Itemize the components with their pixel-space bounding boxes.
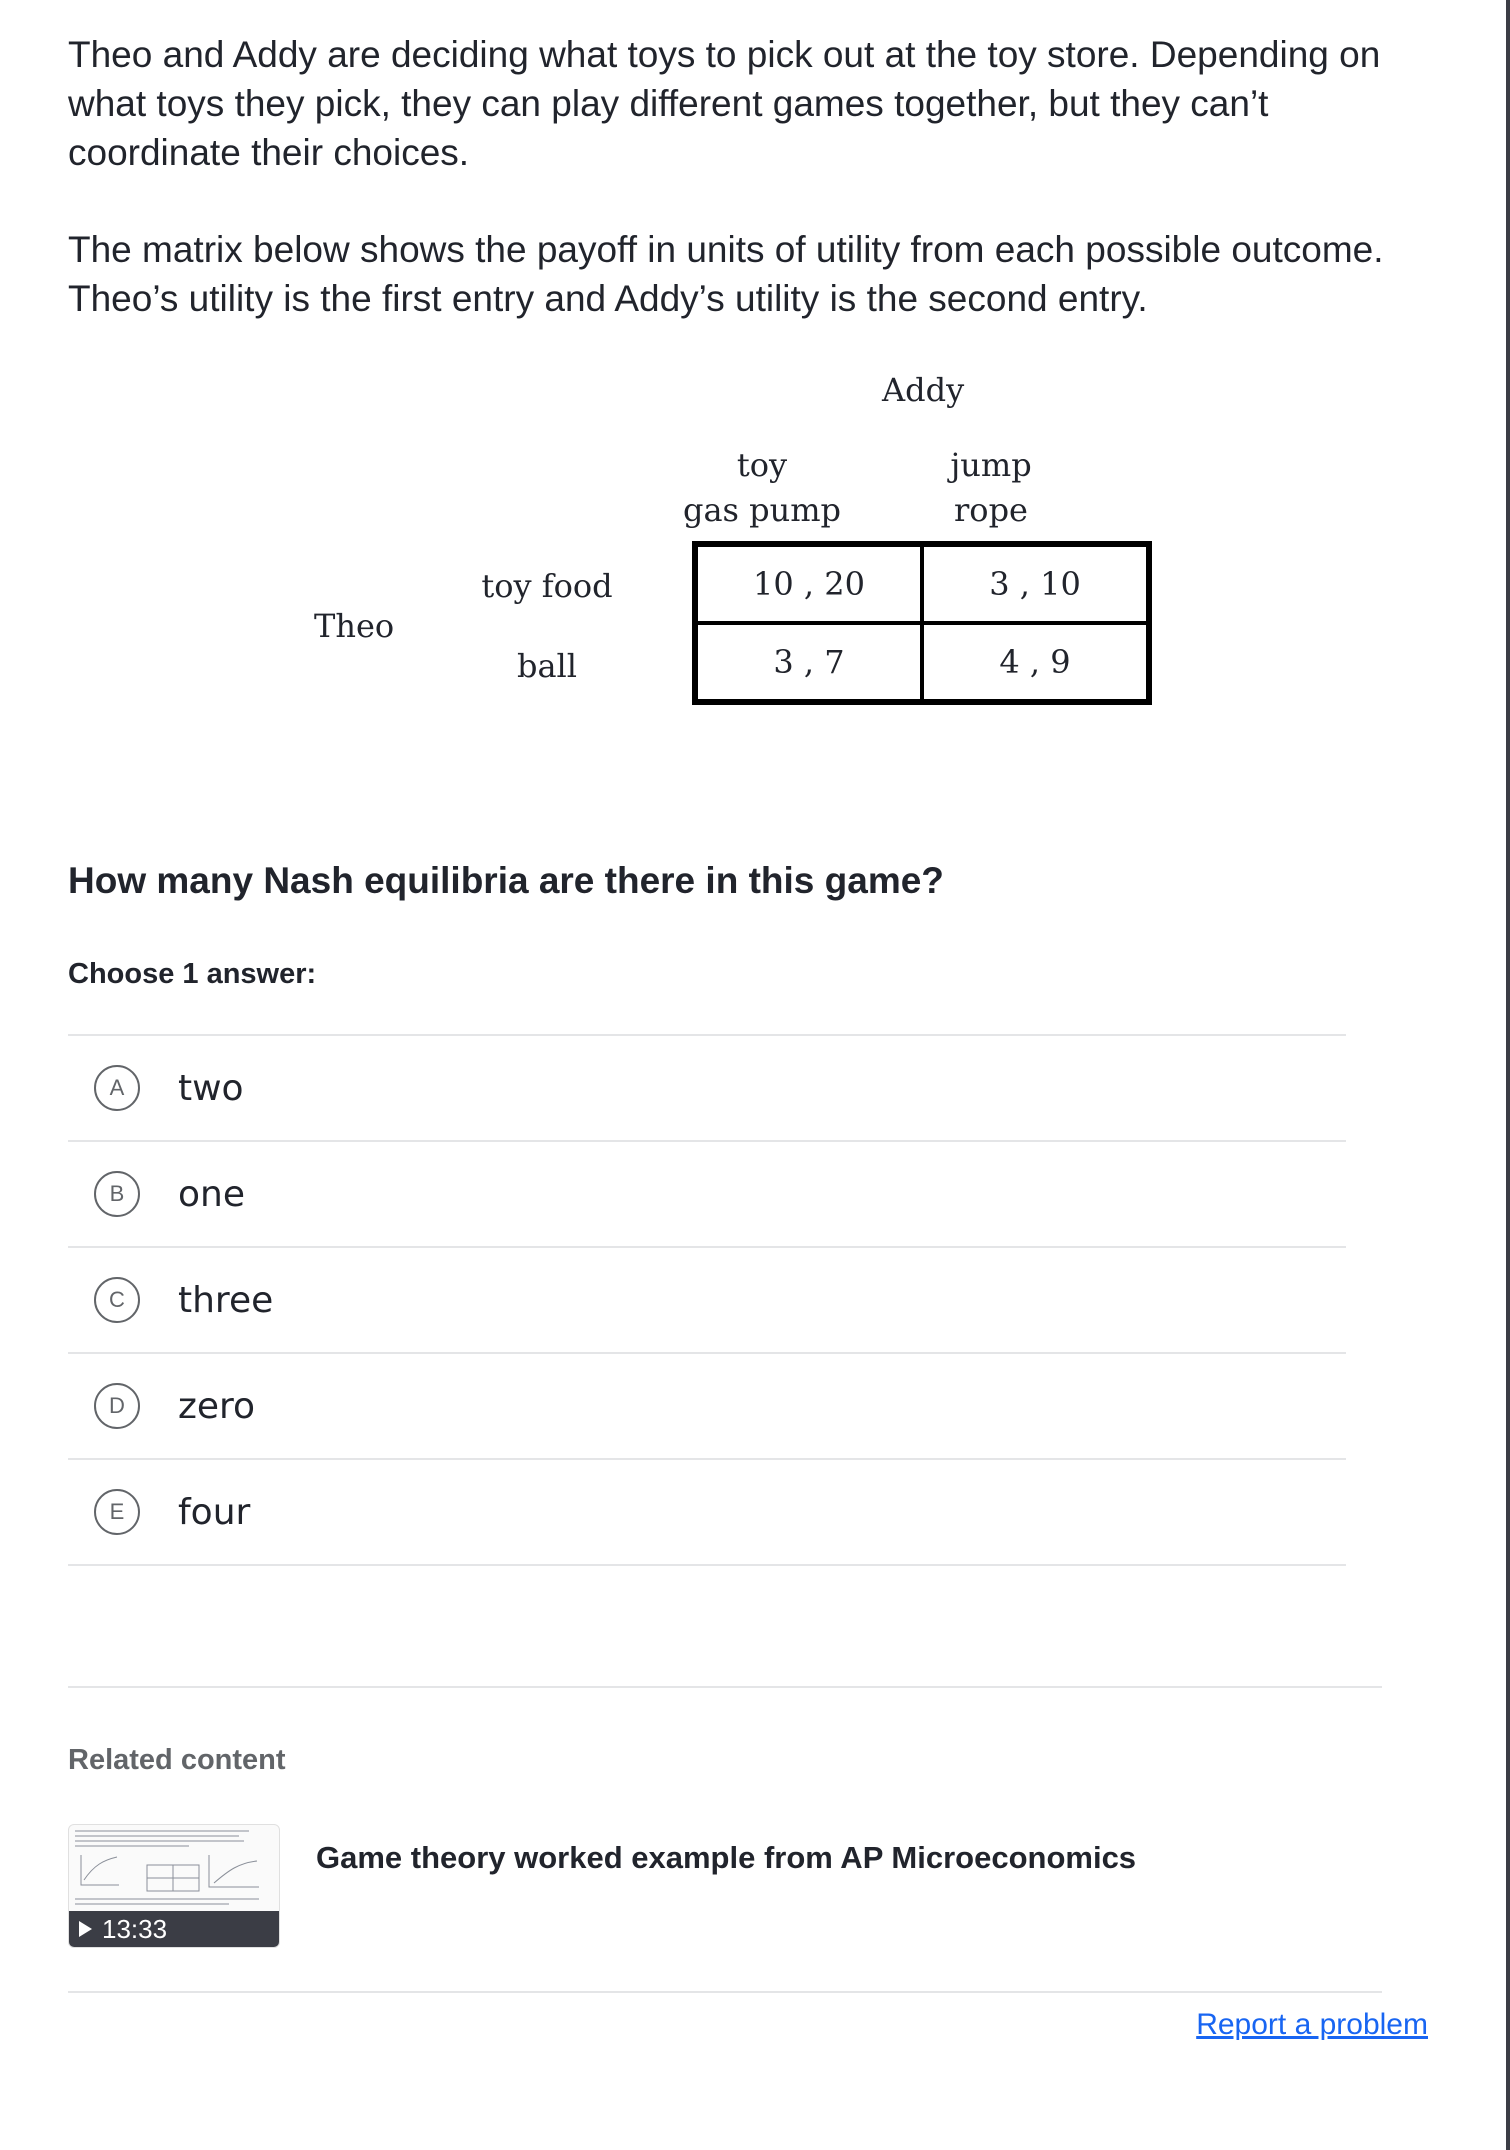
section-divider bbox=[68, 1686, 1382, 1688]
choose-label: Choose 1 answer: bbox=[68, 958, 317, 990]
choice-text: zero bbox=[178, 1385, 256, 1427]
answer-choices bbox=[68, 1034, 1346, 1566]
window-edge bbox=[1506, 0, 1510, 2150]
column-header-line: jump bbox=[950, 446, 1032, 484]
video-thumbnail-icon[interactable] bbox=[68, 1824, 280, 1948]
payoff-cell: 3 , 7 bbox=[696, 623, 922, 701]
choice-letter-d: D bbox=[94, 1383, 140, 1429]
column-header-line: rope bbox=[954, 491, 1028, 529]
row-header-toy-food: toy food bbox=[481, 567, 613, 605]
answer-choice-c[interactable] bbox=[68, 1248, 1346, 1354]
column-header-line: gas pump bbox=[682, 491, 842, 529]
exercise-content bbox=[68, 30, 1388, 1944]
choice-letter-a: A bbox=[94, 1065, 140, 1111]
payoff-grid bbox=[692, 541, 1152, 705]
choice-text: four bbox=[178, 1491, 251, 1533]
problem-paragraph-2: The matrix below shows the payoff in units of utility from each possible outcome. Theo’s utility is the first entry and Addy’s utility is the second entry. bbox=[68, 229, 1384, 319]
play-icon bbox=[79, 1921, 92, 1937]
payoff-cell: 3 , 10 bbox=[922, 545, 1148, 623]
answer-choice-b[interactable] bbox=[68, 1142, 1346, 1248]
video-duration bbox=[69, 1911, 280, 1947]
row-player-label: Theo bbox=[314, 607, 395, 645]
problem-paragraph-1: Theo and Addy are deciding what toys to pick out at the toy store. Depending on what toys they pick, they can play different games together, but they can’t coordinate their choices. bbox=[68, 34, 1381, 173]
choice-text: two bbox=[178, 1067, 244, 1109]
payoff-matrix bbox=[68, 371, 1388, 771]
answer-choice-d[interactable] bbox=[68, 1354, 1346, 1460]
related-content-title: Related content bbox=[68, 1744, 286, 1776]
answer-choice-e[interactable] bbox=[68, 1460, 1346, 1566]
choice-letter-e: E bbox=[94, 1489, 140, 1535]
choice-text: three bbox=[178, 1279, 274, 1321]
choice-letter-b: B bbox=[94, 1171, 140, 1217]
payoff-cell: 10 , 20 bbox=[696, 545, 922, 623]
payoff-cell: 4 , 9 bbox=[922, 623, 1148, 701]
column-header-line: toy bbox=[736, 446, 788, 484]
report-problem-link[interactable]: Report a problem bbox=[1196, 2008, 1428, 2041]
column-header-jump-rope bbox=[876, 443, 1106, 533]
column-player-label: Addy bbox=[882, 371, 965, 409]
section-divider bbox=[68, 1991, 1382, 1993]
answer-choice-a[interactable] bbox=[68, 1036, 1346, 1142]
related-video-title[interactable]: Game theory worked example from AP Microeconomics bbox=[316, 1840, 1137, 1875]
choice-text: one bbox=[178, 1173, 245, 1215]
related-video-item[interactable] bbox=[68, 1824, 1382, 1950]
choice-letter-c: C bbox=[94, 1277, 140, 1323]
column-header-toy-gas-pump bbox=[647, 443, 877, 533]
question-text: How many Nash equilibria are there in this game? bbox=[68, 860, 944, 901]
video-duration-text: 13:33 bbox=[102, 1913, 168, 1944]
row-header-ball: ball bbox=[516, 647, 578, 685]
